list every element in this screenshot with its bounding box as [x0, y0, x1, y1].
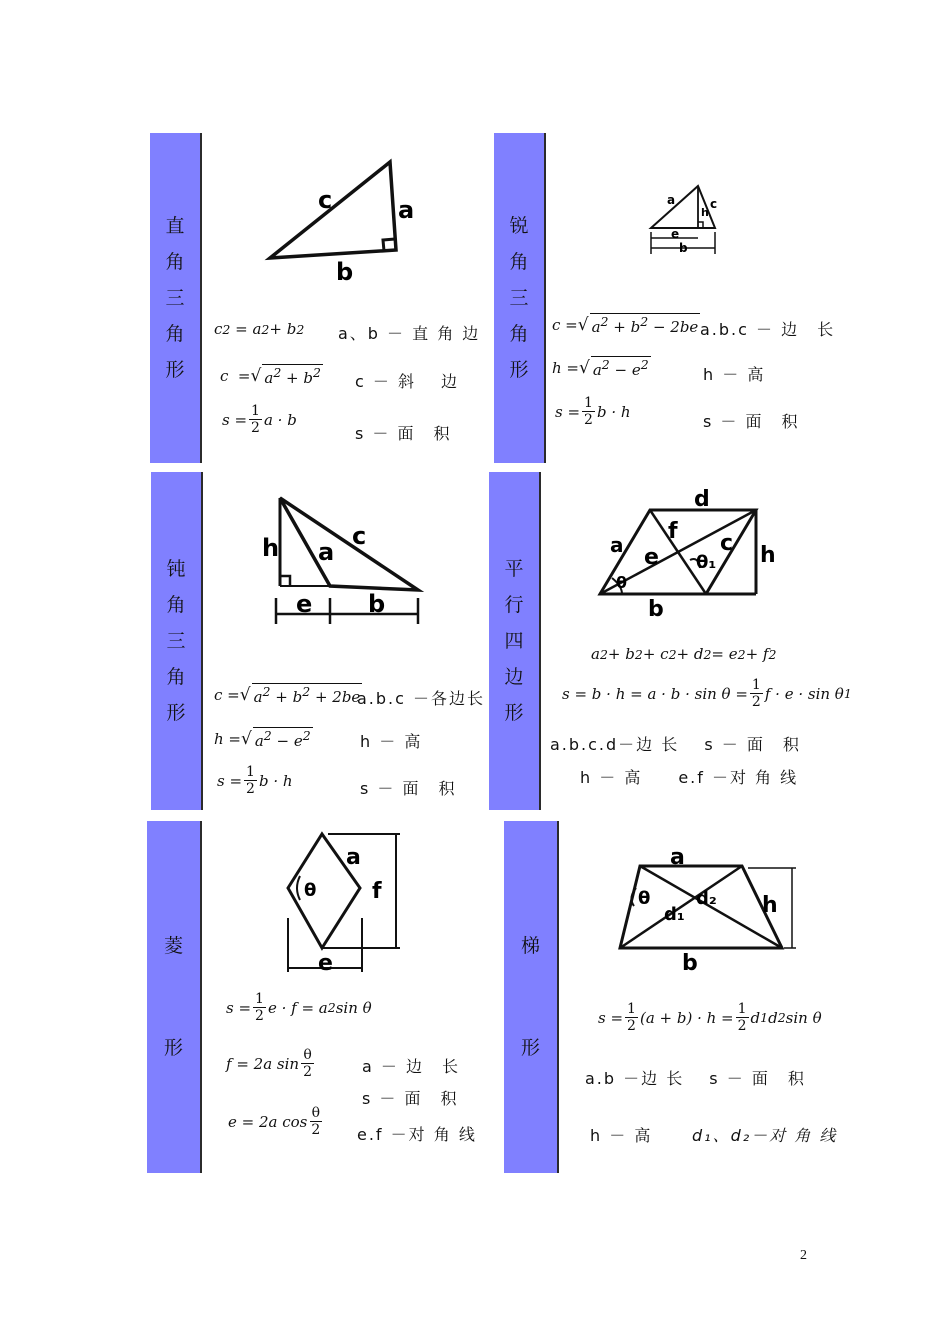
desc-area: s － 面 积	[362, 1089, 459, 1108]
label-char: 边	[504, 666, 524, 688]
label-char: 三	[509, 287, 529, 309]
label-char: 形	[165, 359, 185, 381]
fig-label-theta: θ	[638, 888, 651, 909]
fig-label-h: h	[701, 206, 709, 219]
desc-sides-area: a.b.c.d－边 长 s － 面 积	[550, 735, 801, 754]
formula-side-c: c = √ $a^2 + b^2 + 2be$	[214, 684, 361, 706]
fig-label-a: a	[670, 845, 685, 870]
desc-diagonals: e.f －对 角 线	[357, 1125, 477, 1144]
label-char: 形	[504, 702, 524, 724]
parallelogram-figure	[592, 488, 792, 624]
formula-area: s = $\frac{1}{2}$ b · h	[217, 764, 293, 797]
label-char: 形	[163, 1037, 183, 1059]
label-char: 锐	[509, 215, 529, 237]
label-char: 三	[166, 630, 186, 652]
formula-diagonal-e: e = 2a cos $\frac{\theta}{2}$	[228, 1105, 321, 1138]
fig-label-h: h	[262, 534, 280, 562]
label-trapezoid	[504, 821, 559, 1173]
desc-sides: a.b.c － 边 长	[700, 320, 836, 339]
formula-area: s = $\frac{1}{2}$ a · b	[222, 403, 297, 436]
formula-height: h = √ $a^2 - e^2$	[214, 728, 311, 750]
formula-hypotenuse: c = √ $a^2 + b^2$	[220, 365, 321, 387]
rhombus-figure	[284, 828, 414, 978]
label-char: 角	[509, 323, 529, 345]
fig-label-f: f	[372, 879, 382, 904]
fig-label-d1: d₁	[664, 904, 685, 925]
formula-pythagoras: c 2 = a 2 + b 2	[214, 320, 305, 338]
formula-area: s = $\frac{1}{2}$ b · h	[555, 395, 631, 428]
label-char: 形	[509, 359, 529, 381]
formula-side-c: c = √ $a^2 + b^2 - 2be$	[552, 314, 699, 336]
label-right-triangle	[150, 133, 202, 463]
fig-label-h: h	[760, 543, 776, 568]
page-number: 2	[800, 1248, 807, 1263]
desc-height: h － 高	[360, 732, 423, 751]
fig-label-e: e	[318, 951, 333, 976]
fig-label-a: a	[667, 193, 676, 207]
formula-diagonal-f: f = 2a sin $\frac{\theta}{2}$	[226, 1047, 312, 1080]
desc-sides-area: a.b －边 长 s － 面 积	[585, 1069, 806, 1088]
fig-label-a: a	[318, 538, 335, 566]
fig-label-a: a	[610, 533, 624, 557]
label-char: 形	[166, 702, 186, 724]
fig-label-c: c	[318, 186, 333, 214]
fig-label-c: c	[352, 522, 367, 550]
formula-area: s = $\frac{1}{2}$ e · f = a 2 sin θ	[226, 991, 372, 1024]
desc-side: a － 边 长	[362, 1057, 460, 1076]
label-char: 三	[165, 287, 185, 309]
label-char: 角	[509, 251, 529, 273]
desc-height: h － 高	[703, 365, 766, 384]
formula-height: h = √ $a^2 - e^2$	[552, 357, 649, 379]
formula-area: s = b · h = a · b · sin θ = $\frac{1}{2}$ f · e · sin θ 1	[562, 677, 852, 710]
fig-label-e: e	[671, 227, 680, 241]
fig-label-d2: d₂	[696, 888, 717, 909]
fig-label-b: b	[682, 951, 698, 976]
desc-area: s － 面 积	[355, 424, 452, 443]
label-char: 角	[166, 666, 186, 688]
fig-label-c: c	[720, 531, 734, 556]
trapezoid-figure	[612, 846, 802, 976]
desc-height-diagonals: h － 高 e.f －对 角 线	[580, 768, 799, 787]
fig-label-d: d	[694, 487, 710, 512]
desc-legs: a、b － 直 角 边	[338, 324, 481, 343]
label-char: 角	[165, 323, 185, 345]
fig-label-b: b	[368, 590, 386, 618]
fig-label-e: e	[296, 590, 313, 618]
label-char: 直	[165, 215, 185, 237]
fig-label-b: b	[648, 597, 664, 622]
label-char: 菱	[163, 935, 183, 957]
label-char: 梯	[520, 935, 540, 957]
fig-label-theta: θ	[616, 573, 627, 592]
fig-label-h: h	[762, 893, 778, 918]
label-char: 行	[504, 594, 524, 616]
label-char: 角	[165, 251, 185, 273]
label-char: 平	[504, 558, 524, 580]
right-triangle-figure	[260, 150, 430, 290]
label-rhombus	[147, 821, 202, 1173]
formula-parallelogram-law: a 2 + b 2 + c 2 + d 2 = e 2 + f 2	[591, 645, 777, 663]
label-char: 角	[166, 594, 186, 616]
fig-label-a: a	[346, 845, 361, 870]
desc-hypotenuse: c － 斜 边	[355, 372, 460, 391]
desc-sides: a.b.c －各边长	[357, 689, 486, 708]
desc-height: h － 高	[590, 1126, 653, 1145]
fig-label-a: a	[398, 196, 415, 224]
fig-label-c: c	[710, 197, 718, 211]
formula-area: s = $\frac{1}{2}$ (a + b) · h = $\frac{1}{2}$ d 1 d 2 sin θ	[598, 1001, 822, 1034]
fig-label-theta: θ	[304, 880, 317, 901]
fig-label-theta1: θ₁	[696, 552, 717, 573]
fig-label-f: f	[668, 519, 678, 544]
label-char: 形	[520, 1037, 540, 1059]
acute-triangle-figure	[645, 180, 735, 262]
fig-label-b: b	[679, 241, 688, 255]
fig-label-b: b	[336, 258, 354, 286]
desc-area: s － 面 积	[360, 779, 457, 798]
desc-diagonals: d₁、d₂－对 角 线	[692, 1126, 838, 1145]
label-acute-triangle	[494, 133, 546, 463]
obtuse-triangle-figure	[258, 490, 430, 630]
label-obtuse-triangle	[151, 472, 203, 810]
label-char: 四	[504, 630, 524, 652]
desc-area: s － 面 积	[703, 412, 800, 431]
label-parallelogram	[489, 472, 541, 810]
label-char: 钝	[166, 558, 186, 580]
fig-label-e: e	[644, 545, 659, 570]
